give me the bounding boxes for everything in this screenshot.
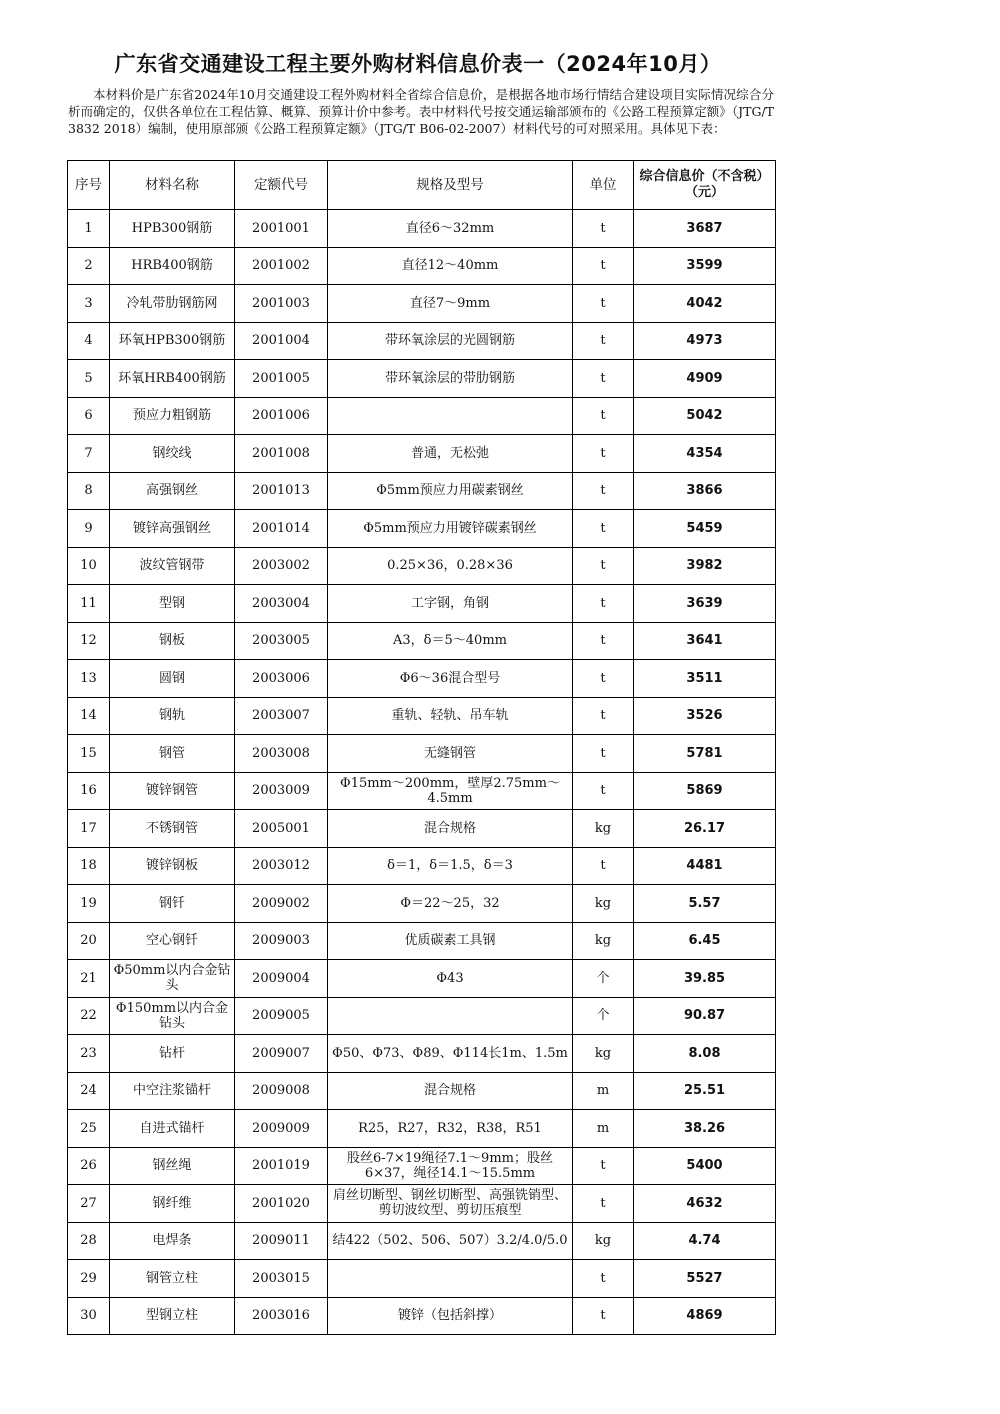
cell-unit: t xyxy=(573,1297,634,1335)
cell-price: 3866 xyxy=(634,472,776,510)
cell-name: 钢轨 xyxy=(110,697,235,735)
table-row xyxy=(68,622,776,660)
table-row xyxy=(68,397,776,435)
cell-no: 28 xyxy=(68,1222,110,1260)
cell-no: 23 xyxy=(68,1035,110,1073)
table-row xyxy=(68,510,776,548)
cell-no: 27 xyxy=(68,1185,110,1223)
cell-no: 16 xyxy=(68,772,110,810)
cell-code: 2009008 xyxy=(235,1072,328,1110)
cell-no: 5 xyxy=(68,360,110,398)
cell-no: 10 xyxy=(68,547,110,585)
cell-code: 2001014 xyxy=(235,510,328,548)
cell-code: 2001006 xyxy=(235,397,328,435)
cell-spec: 工字钢，角钢 xyxy=(328,585,573,623)
cell-unit: t xyxy=(573,1185,634,1223)
table-row xyxy=(68,922,776,960)
table-row xyxy=(68,285,776,323)
cell-spec: 优质碳素工具钢 xyxy=(328,922,573,960)
cell-name: 自进式锚杆 xyxy=(110,1110,235,1148)
cell-spec: 直径6～32mm xyxy=(328,210,573,248)
cell-price: 4632 xyxy=(634,1185,776,1223)
cell-code: 2001005 xyxy=(235,360,328,398)
cell-code: 2009002 xyxy=(235,885,328,923)
table-row xyxy=(68,472,776,510)
cell-spec: 带环氧涂层的带肋钢筋 xyxy=(328,360,573,398)
cell-no: 14 xyxy=(68,697,110,735)
cell-unit: 个 xyxy=(573,997,634,1035)
cell-code: 2001020 xyxy=(235,1185,328,1223)
cell-price: 5042 xyxy=(634,397,776,435)
cell-price: 5869 xyxy=(634,772,776,810)
cell-unit: t xyxy=(573,585,634,623)
cell-spec: 直径7～9mm xyxy=(328,285,573,323)
cell-price: 3982 xyxy=(634,547,776,585)
table-row xyxy=(68,847,776,885)
cell-price: 26.17 xyxy=(634,810,776,848)
table-row xyxy=(68,585,776,623)
cell-name: 高强钢丝 xyxy=(110,472,235,510)
cell-name: 钢板 xyxy=(110,622,235,660)
cell-price: 4042 xyxy=(634,285,776,323)
cell-code: 2003008 xyxy=(235,735,328,773)
cell-spec: A3，δ＝5～40mm xyxy=(328,622,573,660)
cell-unit: t xyxy=(573,660,634,698)
intro-paragraph: 本材料价是广东省2024年10月交通建设工程外购材料全省综合信息价，是根据各地市场行情结合建设项目实际情况综合分析而确定的，仅供各单位在工程估算、概算、预算计价中参考。表中材料代号按交通运输部颁布的《公路工程预算定额》（JTG/T 3832 2018）编制，使用原部颁《公路工程预算定额》（JTG/T B06-02-2007）材料代号的可对照采用。具体见下表： xyxy=(68,87,774,136)
cell-no: 11 xyxy=(68,585,110,623)
cell-name: 镀锌钢管 xyxy=(110,772,235,810)
cell-code: 2003015 xyxy=(235,1260,328,1298)
cell-no: 13 xyxy=(68,660,110,698)
cell-spec xyxy=(328,1260,573,1298)
cell-name: 中空注浆锚杆 xyxy=(110,1072,235,1110)
header-unit: 单位 xyxy=(573,161,634,210)
cell-unit: t xyxy=(573,247,634,285)
cell-price: 3599 xyxy=(634,247,776,285)
table-row xyxy=(68,1185,776,1223)
cell-unit: t xyxy=(573,1147,634,1185)
cell-price: 5781 xyxy=(634,735,776,773)
cell-code: 2009005 xyxy=(235,997,328,1035)
header-no: 序号 xyxy=(68,161,110,210)
table-row xyxy=(68,435,776,473)
cell-spec: δ＝1，δ＝1.5，δ＝3 xyxy=(328,847,573,885)
cell-name: 钢丝绳 xyxy=(110,1147,235,1185)
cell-name: 型钢 xyxy=(110,585,235,623)
cell-no: 25 xyxy=(68,1110,110,1148)
cell-unit: t xyxy=(573,360,634,398)
cell-code: 2001002 xyxy=(235,247,328,285)
cell-unit: t xyxy=(573,210,634,248)
cell-code: 2003016 xyxy=(235,1297,328,1335)
table-row xyxy=(68,1222,776,1260)
cell-name: 钢钎 xyxy=(110,885,235,923)
cell-price: 25.51 xyxy=(634,1072,776,1110)
cell-spec: 普通，无松弛 xyxy=(328,435,573,473)
cell-code: 2009004 xyxy=(235,960,328,998)
cell-name: 钢绞线 xyxy=(110,435,235,473)
cell-unit: t xyxy=(573,510,634,548)
cell-unit: t xyxy=(573,547,634,585)
cell-spec: Φ5mm预应力用镀锌碳素钢丝 xyxy=(328,510,573,548)
cell-code: 2001019 xyxy=(235,1147,328,1185)
cell-unit: t xyxy=(573,622,634,660)
table-row xyxy=(68,360,776,398)
table-row xyxy=(68,1110,776,1148)
cell-code: 2001013 xyxy=(235,472,328,510)
cell-name: HPB300钢筋 xyxy=(110,210,235,248)
cell-spec: Φ50、Φ73、Φ89、Φ114长1m、1.5m xyxy=(328,1035,573,1073)
cell-unit: t xyxy=(573,285,634,323)
cell-unit: t xyxy=(573,435,634,473)
cell-no: 9 xyxy=(68,510,110,548)
cell-name: 型钢立柱 xyxy=(110,1297,235,1335)
table-row xyxy=(68,997,776,1035)
cell-code: 2003002 xyxy=(235,547,328,585)
cell-unit: m xyxy=(573,1072,634,1110)
cell-price: 3511 xyxy=(634,660,776,698)
cell-no: 18 xyxy=(68,847,110,885)
cell-name: 不锈钢管 xyxy=(110,810,235,848)
cell-unit: t xyxy=(573,322,634,360)
cell-no: 8 xyxy=(68,472,110,510)
table-row xyxy=(68,810,776,848)
cell-spec: 带环氧涂层的光圆钢筋 xyxy=(328,322,573,360)
cell-price: 5400 xyxy=(634,1147,776,1185)
cell-price: 90.87 xyxy=(634,997,776,1035)
cell-price: 4354 xyxy=(634,435,776,473)
cell-price: 3687 xyxy=(634,210,776,248)
cell-price: 4.74 xyxy=(634,1222,776,1260)
cell-no: 20 xyxy=(68,922,110,960)
cell-no: 21 xyxy=(68,960,110,998)
cell-name: 冷轧带肋钢筋网 xyxy=(110,285,235,323)
cell-unit: t xyxy=(573,847,634,885)
table-body xyxy=(68,210,776,1335)
cell-code: 2001008 xyxy=(235,435,328,473)
cell-price: 5527 xyxy=(634,1260,776,1298)
cell-price: 3641 xyxy=(634,622,776,660)
cell-spec: 结422（502、506、507）3.2/4.0/5.0 xyxy=(328,1222,573,1260)
cell-spec: 直径12～40mm xyxy=(328,247,573,285)
cell-code: 2001004 xyxy=(235,322,328,360)
cell-code: 2003007 xyxy=(235,697,328,735)
price-table xyxy=(67,160,776,1335)
table-row xyxy=(68,1072,776,1110)
cell-no: 29 xyxy=(68,1260,110,1298)
table-row xyxy=(68,1260,776,1298)
table-row xyxy=(68,885,776,923)
cell-code: 2009011 xyxy=(235,1222,328,1260)
cell-spec: Φ43 xyxy=(328,960,573,998)
cell-code: 2009003 xyxy=(235,922,328,960)
cell-name: 钻杆 xyxy=(110,1035,235,1073)
cell-unit: t xyxy=(573,735,634,773)
cell-spec: 镀锌（包括斜撑） xyxy=(328,1297,573,1335)
cell-code: 2003012 xyxy=(235,847,328,885)
cell-name: 圆钢 xyxy=(110,660,235,698)
cell-spec: 肩丝切断型、钢丝切断型、高强铣销型、剪切波纹型、剪切压痕型 xyxy=(328,1185,573,1223)
header-price: 综合信息价（不含税）（元） xyxy=(634,161,776,210)
cell-price: 4973 xyxy=(634,322,776,360)
cell-code: 2003005 xyxy=(235,622,328,660)
cell-code: 2001003 xyxy=(235,285,328,323)
table-row xyxy=(68,960,776,998)
cell-spec: Φ5mm预应力用碳素钢丝 xyxy=(328,472,573,510)
cell-code: 2009009 xyxy=(235,1110,328,1148)
cell-spec: 无缝钢管 xyxy=(328,735,573,773)
cell-unit: t xyxy=(573,472,634,510)
cell-unit: kg xyxy=(573,1035,634,1073)
table-row xyxy=(68,247,776,285)
cell-unit: kg xyxy=(573,885,634,923)
cell-code: 2005001 xyxy=(235,810,328,848)
cell-spec: 混合规格 xyxy=(328,810,573,848)
cell-spec: 0.25×36，0.28×36 xyxy=(328,547,573,585)
cell-no: 30 xyxy=(68,1297,110,1335)
table-header-row xyxy=(68,161,776,210)
cell-name: Φ50mm以内合金钻头 xyxy=(110,960,235,998)
cell-spec: Φ15mm～200mm，壁厚2.75mm～4.5mm xyxy=(328,772,573,810)
cell-name: 镀锌高强钢丝 xyxy=(110,510,235,548)
header-spec: 规格及型号 xyxy=(328,161,573,210)
table-row xyxy=(68,1297,776,1335)
cell-price: 5459 xyxy=(634,510,776,548)
cell-spec: 混合规格 xyxy=(328,1072,573,1110)
table-row xyxy=(68,547,776,585)
cell-spec xyxy=(328,397,573,435)
cell-name: Φ150mm以内合金钻头 xyxy=(110,997,235,1035)
cell-name: 环氧HRB400钢筋 xyxy=(110,360,235,398)
cell-name: 钢管 xyxy=(110,735,235,773)
cell-no: 22 xyxy=(68,997,110,1035)
cell-no: 4 xyxy=(68,322,110,360)
cell-name: 镀锌钢板 xyxy=(110,847,235,885)
table-row xyxy=(68,697,776,735)
cell-unit: m xyxy=(573,1110,634,1148)
table-row xyxy=(68,322,776,360)
table-row xyxy=(68,1035,776,1073)
cell-code: 2003004 xyxy=(235,585,328,623)
cell-unit: t xyxy=(573,397,634,435)
cell-no: 3 xyxy=(68,285,110,323)
header-code: 定额代号 xyxy=(235,161,328,210)
cell-unit: 个 xyxy=(573,960,634,998)
cell-price: 4909 xyxy=(634,360,776,398)
cell-code: 2003006 xyxy=(235,660,328,698)
cell-no: 6 xyxy=(68,397,110,435)
cell-name: 空心钢钎 xyxy=(110,922,235,960)
cell-no: 26 xyxy=(68,1147,110,1185)
cell-name: 预应力粗钢筋 xyxy=(110,397,235,435)
table-row xyxy=(68,735,776,773)
cell-no: 2 xyxy=(68,247,110,285)
cell-no: 7 xyxy=(68,435,110,473)
cell-code: 2009007 xyxy=(235,1035,328,1073)
table-row xyxy=(68,660,776,698)
cell-price: 3639 xyxy=(634,585,776,623)
cell-name: 钢纤维 xyxy=(110,1185,235,1223)
cell-spec: R25，R27，R32，R38，R51 xyxy=(328,1110,573,1148)
header-name: 材料名称 xyxy=(110,161,235,210)
cell-name: 环氧HPB300钢筋 xyxy=(110,322,235,360)
cell-no: 1 xyxy=(68,210,110,248)
cell-unit: t xyxy=(573,772,634,810)
cell-no: 12 xyxy=(68,622,110,660)
cell-unit: kg xyxy=(573,810,634,848)
cell-unit: t xyxy=(573,697,634,735)
cell-unit: t xyxy=(573,1260,634,1298)
cell-unit: kg xyxy=(573,1222,634,1260)
cell-no: 19 xyxy=(68,885,110,923)
cell-spec: 股丝6-7×19绳径7.1～9mm；股丝6×37，绳径14.1～15.5mm xyxy=(328,1147,573,1185)
cell-price: 5.57 xyxy=(634,885,776,923)
cell-price: 38.26 xyxy=(634,1110,776,1148)
table-row xyxy=(68,210,776,248)
cell-price: 4869 xyxy=(634,1297,776,1335)
cell-no: 24 xyxy=(68,1072,110,1110)
cell-spec: 重轨、轻轨、吊车轨 xyxy=(328,697,573,735)
cell-spec: Φ＝22～25，32 xyxy=(328,885,573,923)
cell-price: 39.85 xyxy=(634,960,776,998)
cell-no: 17 xyxy=(68,810,110,848)
table-row xyxy=(68,772,776,810)
table-row xyxy=(68,1147,776,1185)
page-title: 广东省交通建设工程主要外购材料信息价表一（2024年10月） xyxy=(114,52,722,76)
cell-price: 3526 xyxy=(634,697,776,735)
cell-code: 2001001 xyxy=(235,210,328,248)
cell-price: 4481 xyxy=(634,847,776,885)
cell-no: 15 xyxy=(68,735,110,773)
cell-spec xyxy=(328,997,573,1035)
cell-unit: kg xyxy=(573,922,634,960)
cell-name: 钢管立柱 xyxy=(110,1260,235,1298)
cell-price: 8.08 xyxy=(634,1035,776,1073)
cell-spec: Φ6～36混合型号 xyxy=(328,660,573,698)
cell-name: HRB400钢筋 xyxy=(110,247,235,285)
cell-code: 2003009 xyxy=(235,772,328,810)
cell-price: 6.45 xyxy=(634,922,776,960)
cell-name: 波纹管钢带 xyxy=(110,547,235,585)
cell-name: 电焊条 xyxy=(110,1222,235,1260)
